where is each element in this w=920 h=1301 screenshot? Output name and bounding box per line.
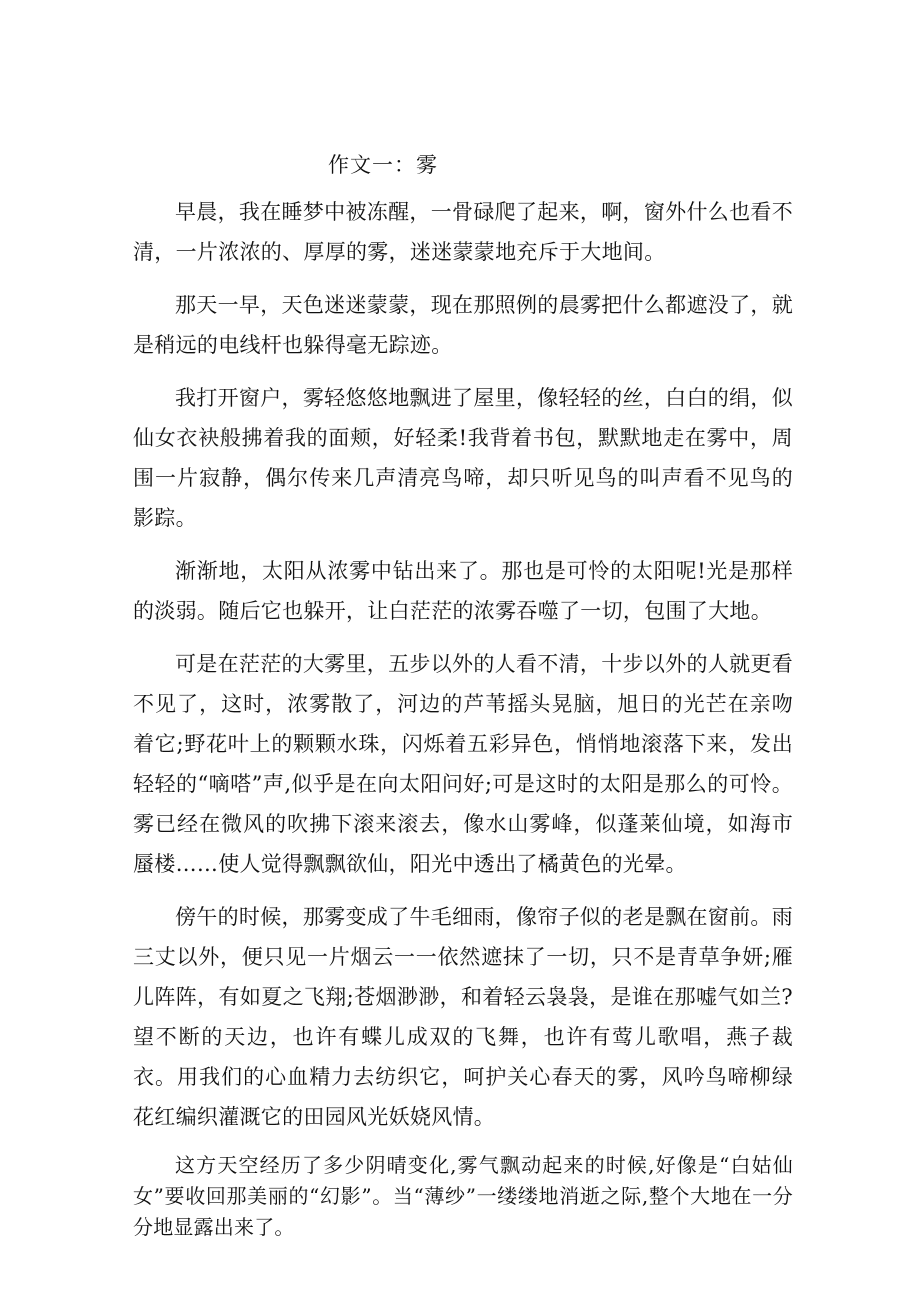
- essay-body: [133, 192, 793, 1256]
- paragraph-7: 这方天空经历了多少阴晴变化,雾气飘动起来的时候,好像是“白姑仙女”要收回那美丽的“幻影”。当“薄纱”一缕缕地消逝之际,整个大地在一分分地显露出来了。: [133, 1153, 793, 1239]
- paragraph-4: 渐渐地，太阳从浓雾中钻出来了。那也是可怜的太阳呢!光是那样的淡弱。随后它也躲开，让白茫茫的浓雾吞噬了一切，包围了大地。: [133, 559, 793, 623]
- paragraph-6: 傍午的时候，那雾变成了牛毛细雨，像帘子似的老是飘在窗前。雨三丈以外，便只见一片烟云一一依然遮抹了一切，只不是青草争妍;雁儿阵阵，有如夏之飞翔;苍烟渺渺，和着轻云袅袅，是谁在那嘘气如兰?望不断的天边，也许有蝶儿成双的飞舞，也许有莺儿歌唱，燕子裁衣。用我们的心血精力去纺织它，呵护关心春天的雾，风吟鸟啼柳绿花红编织灌溉它的田园风光妖娆风情。: [133, 905, 793, 1129]
- paragraph-5: 可是在茫茫的大雾里，五步以外的人看不清，十步以外的人就更看不见了，这时，浓雾散了，河边的芦苇摇头晃脑，旭日的光芒在亲吻着它;野花叶上的颗颗水珠，闪烁着五彩异色，悄悄地滚落下来，发出轻轻的“嘀嗒”声,似乎是在向太阳问好;可是这时的太阳是那么的可怜。雾已经在微风的吹拂下滚来滚去，像水山雾峰，似蓬莱仙境，如海市蜃楼……使人觉得飘飘欲仙，阳光中透出了橘黄色的光晕。: [133, 652, 793, 876]
- paragraph-2: 那天一早，天色迷迷蒙蒙，现在那照例的晨雾把什么都遮没了，就是稍远的电线杆也躲得毫无踪迹。: [133, 293, 793, 357]
- paragraph-3: 我打开窗户，雾轻悠悠地飘进了屋里，像轻轻的丝，白白的绢，似仙女衣袂般拂着我的面颊，好轻柔!我背着书包，默默地走在雾中，周围一片寂静，偶尔传来几声清亮鸟啼，却只听见鸟的叫声看不见鸟的影踪。: [133, 386, 793, 530]
- essay-title: 作文一：雾: [328, 153, 438, 177]
- paragraph-1: 早晨，我在睡梦中被冻醒，一骨碌爬了起来，啊，窗外什么也看不清，一片浓浓的、厚厚的雾，迷迷蒙蒙地充斥于大地间。: [133, 200, 793, 264]
